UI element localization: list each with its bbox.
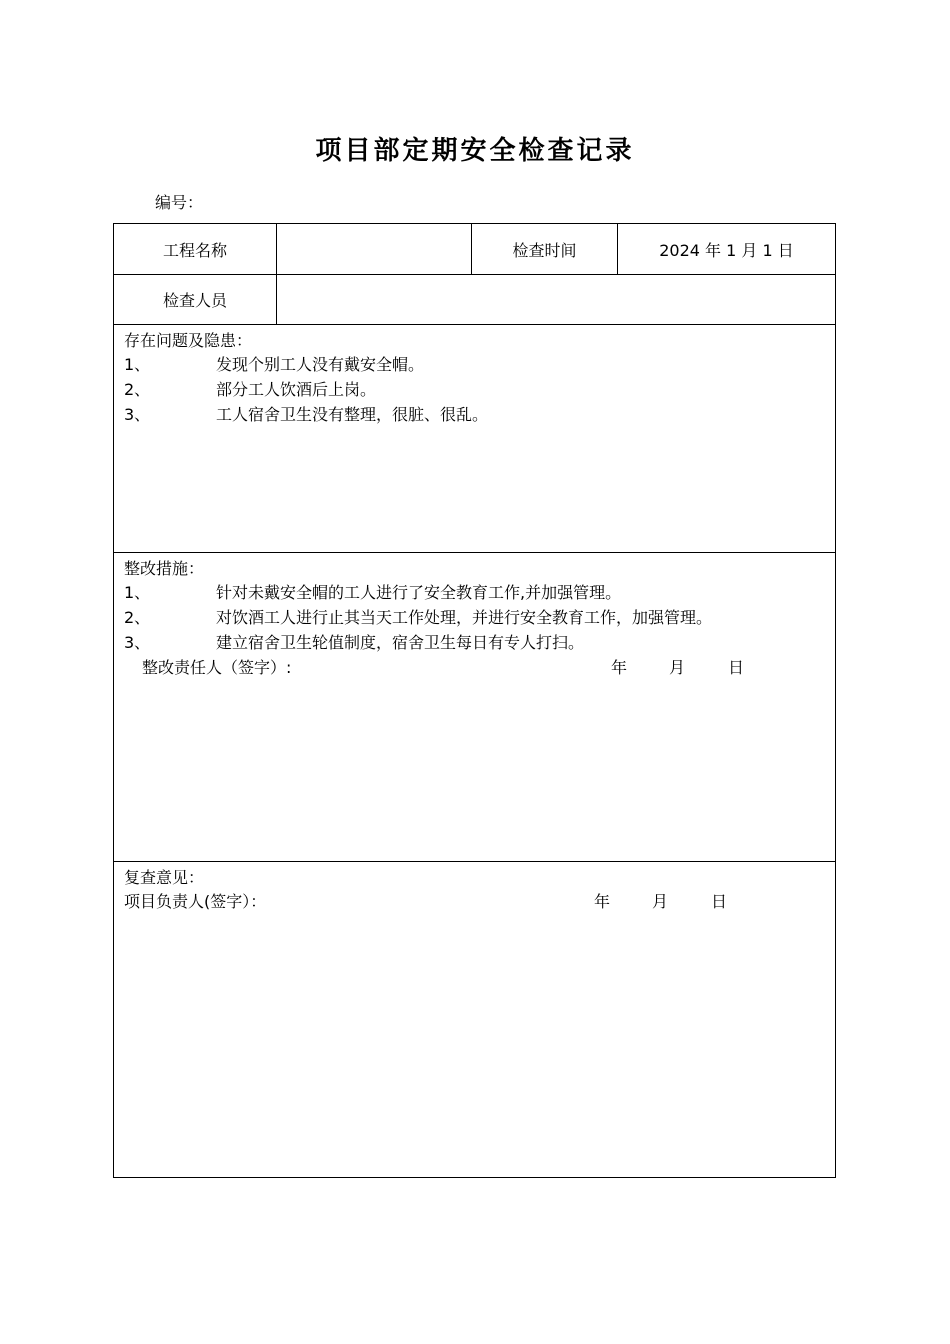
item-number: 1、	[124, 355, 151, 374]
issues-section	[114, 325, 835, 553]
item-number: 3、	[124, 633, 151, 652]
item-text: 对饮酒工人进行止其当天工作处理，并进行安全教育工作，加强管理。	[216, 608, 713, 627]
review-date-day: 日	[711, 892, 728, 911]
project-name-label: 工程名称	[114, 224, 277, 274]
item-number: 2、	[124, 608, 151, 627]
inspection-form	[113, 223, 836, 1178]
project-name-field[interactable]	[277, 224, 472, 274]
inspector-label: 检查人员	[114, 275, 277, 324]
rectification-date-month: 月	[669, 658, 686, 677]
item-text: 工人宿舍卫生没有整理，很脏、很乱。	[216, 405, 489, 424]
item-text: 部分工人饮酒后上岗。	[216, 380, 377, 399]
item-number: 3、	[124, 405, 151, 424]
check-time-field[interactable]: 2024 年 1 月 1 日	[659, 240, 794, 260]
document-title: 项目部定期安全检查记录	[315, 136, 635, 166]
review-heading: 复查意见：	[124, 868, 205, 887]
review-date-month: 月	[652, 892, 669, 911]
item-number: 2、	[124, 380, 151, 399]
check-time-label: 检查时间	[472, 224, 618, 274]
form-row-inspector	[114, 275, 835, 325]
item-number: 1、	[124, 583, 151, 602]
item-text: 建立宿舍卫生轮值制度，宿舍卫生每日有专人打扫。	[216, 633, 585, 652]
rectification-signer-label: 整改责任人（签字）:	[142, 658, 292, 677]
review-section	[114, 862, 835, 1178]
review-date-year: 年	[594, 892, 611, 911]
inspector-field[interactable]	[277, 275, 835, 324]
item-text: 发现个别工人没有戴安全帽。	[216, 355, 425, 374]
rectification-heading: 整改措施：	[124, 559, 205, 578]
rectification-date-year: 年	[611, 658, 628, 677]
form-row-project	[114, 224, 835, 275]
rectification-date-day: 日	[728, 658, 745, 677]
item-text: 针对未戴安全帽的工人进行了安全教育工作,并加强管理。	[216, 583, 622, 602]
review-signer-label: 项目负责人(签字）：	[124, 892, 267, 911]
rectification-section	[114, 553, 835, 862]
serial-number-label: 编号：	[155, 193, 204, 212]
issues-heading: 存在问题及隐患：	[124, 331, 253, 350]
